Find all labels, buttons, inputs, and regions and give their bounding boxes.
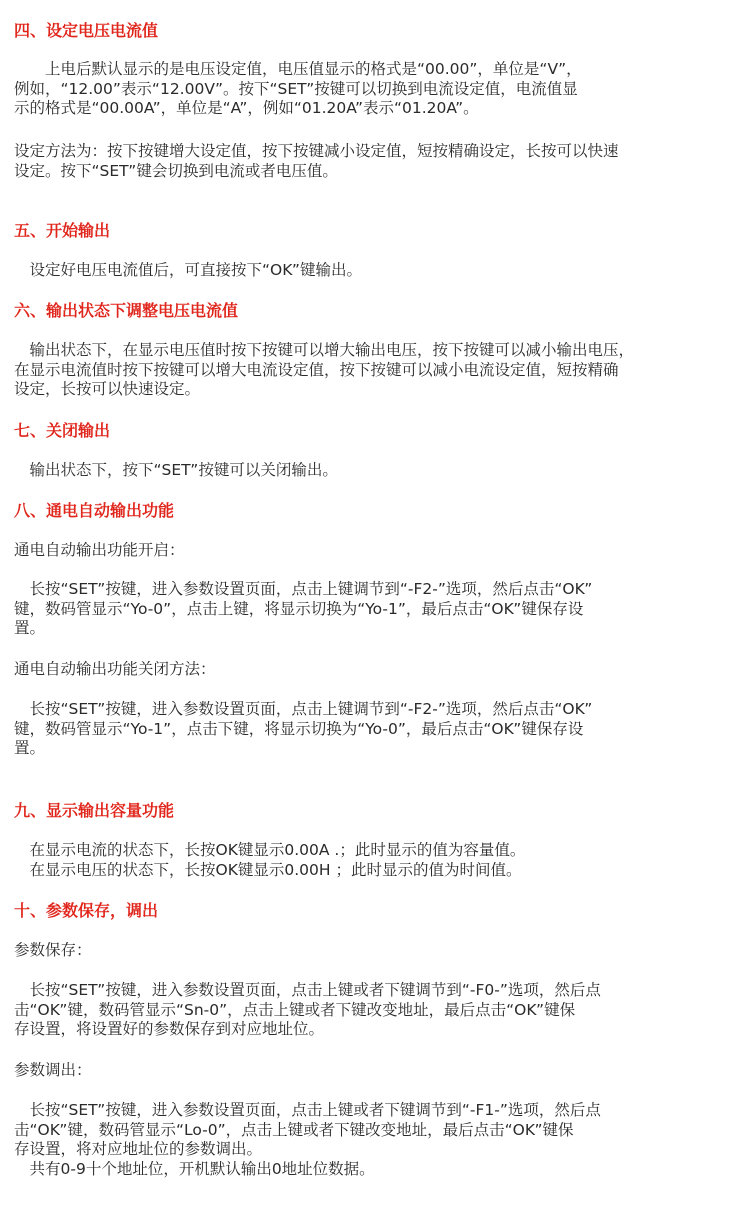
paragraph-auto-output-on: 长按“SET”按键，进入参数设置页面，点击上键调节到“-F2-”选项，然后点击“OK” 键，数码管显示“Yo-0”，点击上键，将显示切换为“Yo-1”，最后点击“OK”键保存设 置。 bbox=[14, 580, 593, 637]
paragraph-section-4-method: 设定方法为：按下按键增大设定值，按下按键减小设定值，短按精确设定，长按可以快速 设定。按下“SET”键会切换到电流或者电压值。 bbox=[14, 142, 619, 180]
heading-section-7: 七、关闭输出 bbox=[14, 421, 111, 440]
paragraph-section-7: 输出状态下，按下“SET”按键可以关闭输出。 bbox=[14, 461, 338, 479]
subheading-param-save: 参数保存： bbox=[14, 941, 92, 959]
subheading-param-recall: 参数调出： bbox=[14, 1061, 92, 1079]
subheading-auto-output-on: 通电自动输出功能开启： bbox=[14, 541, 185, 559]
heading-section-10: 十、参数保存，调出 bbox=[14, 901, 159, 920]
paragraph-param-save: 长按“SET”按键，进入参数设置页面，点击上键或者下键调节到“-F0-”选项，然后点 击“OK”键，数码管显示“Sn-0”，点击上键或者下键改变地址，最后点击“OK”键保 存设置，将设置好的参数保存到对应地址位。 bbox=[14, 981, 601, 1038]
paragraph-auto-output-off: 长按“SET”按键，进入参数设置页面，点击上键调节到“-F2-”选项，然后点击“OK” 键，数码管显示“Yo-1”，点击下键，将显示切换为“Yo-0”，最后点击“OK”键保存设 置。 bbox=[14, 700, 593, 757]
subheading-auto-output-off: 通电自动输出功能关闭方法： bbox=[14, 660, 216, 678]
paragraph-section-9: 在显示电流的状态下，长按OK键显示0.00A .；此时显示的值为容量值。 在显示电压的状态下，长按OK键显示0.00H ；此时显示的值为时间值。 bbox=[29, 841, 526, 879]
paragraph-section-4-intro: 上电后默认显示的是电压设定值，电压值显示的格式是“00.00”，单位是“V”， 例如，“12.00”表示“12.00V”。按下“SET”按键可以切换到电流设定值，电流值显 示的格式是“00.00A”，单位是“A”，例如“01.20A”表示“01.20A”。 bbox=[14, 60, 582, 117]
paragraph-param-recall: 长按“SET”按键，进入参数设置页面，点击上键或者下键调节到“-F1-”选项，然后点 击“OK”键，数码管显示“Lo-0”，点击上键或者下键改变地址，最后点击“OK”键保 存设置，将对应地址位的参数调出。 共有0-9十个地址位，开机默认输出0地址位数据。 bbox=[14, 1101, 601, 1178]
heading-section-9: 九、显示输出容量功能 bbox=[14, 801, 175, 820]
heading-section-8: 八、通电自动输出功能 bbox=[14, 501, 175, 520]
paragraph-section-6: 输出状态下，在显示电压值时按下按键可以增大输出电压，按下按键可以减小输出电压， 在显示电流值时按下按键可以增大电流设定值，按下按键可以减小电流设定值，短按精确 设定，长按可以快速设定。 bbox=[14, 341, 635, 398]
heading-section-6: 六、输出状态下调整电压电流值 bbox=[14, 301, 239, 320]
heading-section-4: 四、设定电压电流值 bbox=[14, 21, 159, 40]
paragraph-section-5: 设定好电压电流值后，可直接按下“OK”键输出。 bbox=[14, 261, 362, 279]
heading-section-5: 五、开始输出 bbox=[14, 221, 111, 240]
